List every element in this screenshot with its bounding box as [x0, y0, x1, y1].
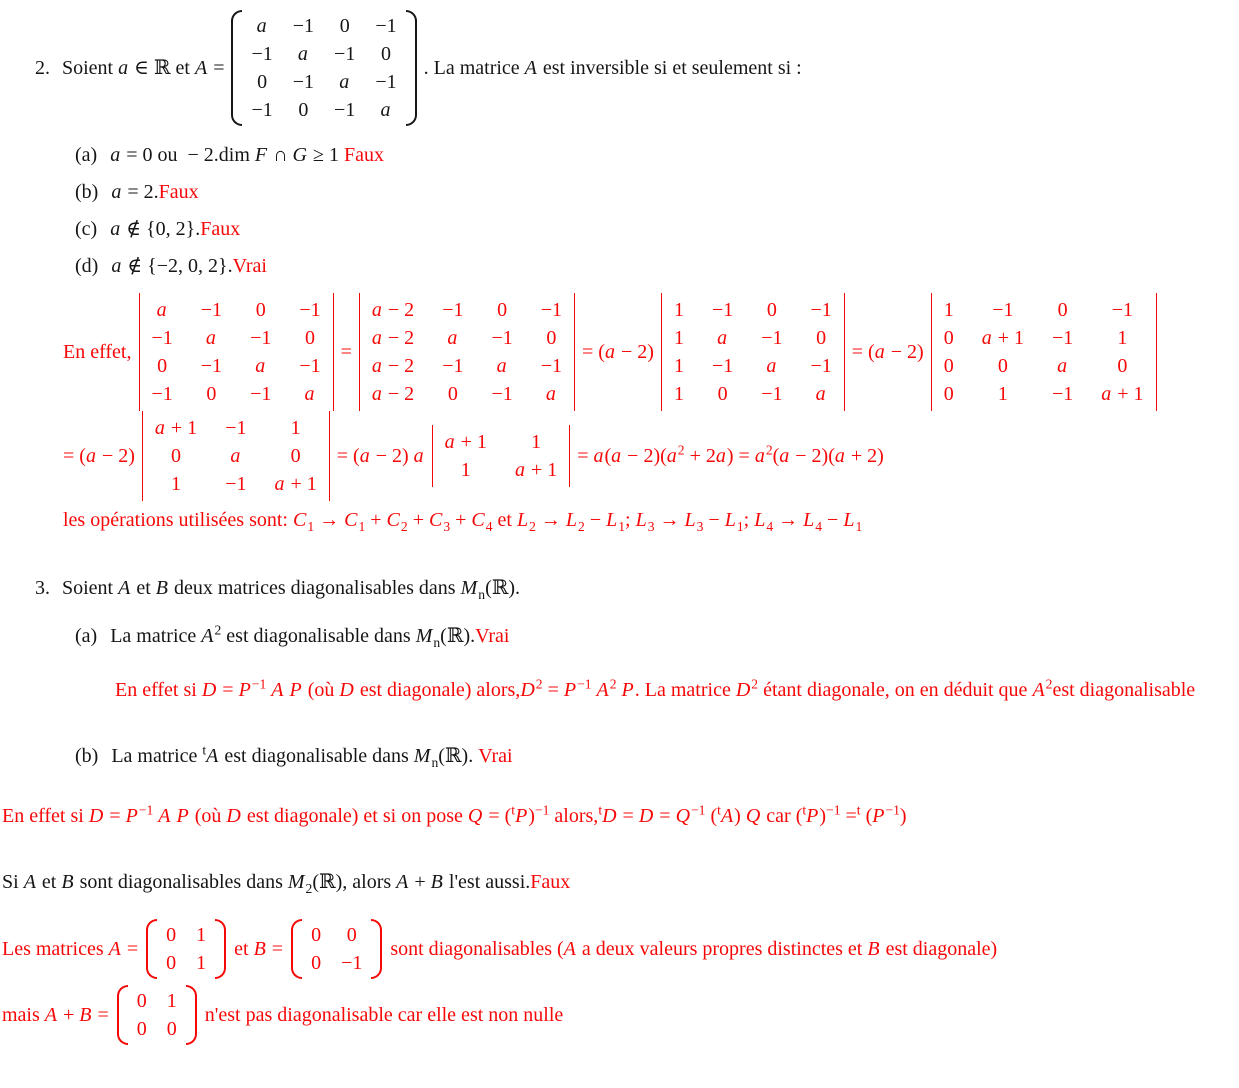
matrix-cell: −1 — [250, 327, 272, 349]
matrix-cell: a − 2 — [371, 355, 415, 377]
matrix-cell: −1 — [250, 383, 272, 405]
proof-line-1 — [63, 293, 1239, 411]
determinant-4 — [931, 293, 1157, 411]
proof-equals-4: = (a − 2) — [63, 445, 135, 467]
proof-equals-1: = — [340, 341, 352, 363]
counterexample-line-2 — [2, 985, 1239, 1045]
matrix-cell: 0 — [380, 43, 391, 65]
matrix-cell: 0 — [766, 299, 777, 321]
matrix-cell: a + 1 — [274, 473, 317, 495]
matrix-cell: a — [447, 327, 458, 349]
matrix-cell: 1 — [673, 299, 684, 321]
matrix-cell: 1 — [460, 459, 471, 481]
sum-statement — [2, 869, 1239, 895]
matrix-cell: a — [717, 327, 728, 349]
matrix-sum-example — [117, 985, 197, 1045]
option-c-text: a ∉ {0, 2}. — [110, 218, 201, 240]
matrix-cell: 1 — [673, 383, 684, 405]
counterexample-text-3: sont diagonalisables (A a deux valeurs propres distinctes et B est diagonale) — [390, 938, 998, 960]
operations-text: les opérations utilisées sont: $C_1 \to C_1 + C_2 + C_3 + C_4$ et $L_2 \to L_2 - L_1$; $L_3 \to L_3 - L_1$; $L_4 \to L_4 - L_1$ — [63, 509, 863, 534]
matrix-cell: 0 — [447, 383, 458, 405]
matrix-grid — [157, 919, 215, 979]
matrix-cell: −1 — [292, 71, 315, 93]
proof-equals-3: = (a − 2) — [851, 341, 924, 363]
matrix-cell: a — [766, 355, 777, 377]
matrix-grid — [661, 293, 845, 411]
item-a-text: La matrice $A^2$ est diagonalisable dans $M_n(ℝ)$. — [110, 622, 476, 650]
counterexample-text-2: et B = — [234, 938, 284, 960]
option-c — [75, 216, 1239, 242]
matrix-cell: a — [380, 99, 391, 121]
matrix-cell: 1 — [673, 355, 684, 377]
matrix-cell: a + 1 — [444, 431, 487, 453]
matrix-cell: 0 — [1117, 355, 1128, 377]
matrix-cell: 0 — [166, 924, 177, 946]
matrix-cell: a — [230, 445, 241, 467]
matrix-cell: 0 — [339, 15, 350, 37]
matrix-cell: 0 — [166, 1018, 177, 1040]
matrix-cell: a + 1 — [514, 459, 558, 481]
matrix-cell: −1 — [491, 327, 513, 349]
matrix-cell: 0 — [311, 924, 322, 946]
matrix-grid — [931, 293, 1157, 411]
option-a-label: (a) — [75, 144, 98, 166]
proof-equals-2: = (a − 2) — [582, 341, 654, 363]
matrix-cell: −1 — [1051, 327, 1074, 349]
matrix-cell: 1 — [943, 299, 954, 321]
matrix-cell: −1 — [711, 355, 734, 377]
matrix-cell: −1 — [200, 299, 223, 321]
question-2-statement — [35, 10, 1239, 126]
matrix-cell: 0 — [311, 952, 322, 974]
matrix-cell: a − 2 — [371, 327, 415, 349]
matrix-cell: −1 — [225, 473, 247, 495]
matrix-cell: 0 — [816, 327, 827, 349]
matrix-cell: 0 — [171, 445, 182, 467]
option-c-verdict: Faux — [200, 218, 241, 240]
matrix-cell: 0 — [298, 99, 309, 121]
matrix-cell: −1 — [992, 299, 1014, 321]
matrix-cell: −1 — [251, 99, 273, 121]
option-d — [75, 253, 1239, 279]
matrix-cell: −1 — [442, 299, 464, 321]
matrix-cell: 0 — [346, 924, 357, 946]
item-a-label: (a) — [75, 625, 98, 647]
determinant-proof — [63, 293, 1239, 533]
matrix-cell: 0 — [255, 299, 266, 321]
item-b-label: (b) — [75, 745, 99, 767]
option-b-text: a = 2. — [111, 181, 159, 203]
matrix-cell: 0 — [497, 299, 508, 321]
matrix-cell: −1 — [251, 43, 273, 65]
matrix-cell: −1 — [375, 71, 397, 93]
option-b-label: (b) — [75, 181, 99, 203]
matrix-cell: 0 — [997, 355, 1008, 377]
matrix-cell: 0 — [136, 990, 147, 1012]
matrix-cell: 1 — [997, 383, 1008, 405]
matrix-cell: −1 — [540, 355, 563, 377]
matrix-cell: a — [339, 71, 350, 93]
matrix-cell: 1 — [1117, 327, 1128, 349]
answer-options — [75, 142, 1239, 279]
option-a-text: a = 0 ou − 2.dim F ∩ G ≥ 1 — [110, 144, 344, 166]
item-a — [75, 623, 1239, 649]
matrix-cell: −1 — [292, 15, 315, 37]
proof-line-2 — [63, 411, 1239, 501]
matrix-grid — [432, 425, 571, 487]
matrix-cell: −1 — [540, 299, 563, 321]
matrix-cell: a — [156, 299, 167, 321]
matrix-cell: 0 — [717, 383, 728, 405]
determinant-5 — [142, 411, 330, 501]
matrix-cell: 0 — [206, 383, 217, 405]
matrix-cell: 0 — [166, 952, 177, 974]
matrix-grid — [142, 411, 330, 501]
matrix-cell: −1 — [1111, 299, 1134, 321]
matrix-cell: −1 — [299, 299, 321, 321]
item-a-verdict: Vrai — [475, 625, 510, 647]
matrix-cell: 1 — [166, 990, 177, 1012]
operations-note — [63, 507, 1239, 533]
matrix-cell: −1 — [151, 327, 173, 349]
question-3-statement — [35, 575, 1239, 601]
matrix-cell: 0 — [943, 327, 954, 349]
question-3 — [0, 575, 1239, 1045]
matrix-grid — [242, 10, 405, 126]
matrix-cell: −1 — [341, 952, 363, 974]
matrix-cell: −1 — [810, 355, 832, 377]
question-3-intro-text: Soient A et B deux matrices diagonalisables dans $M_n(ℝ)$. — [62, 577, 521, 602]
option-c-label: (c) — [75, 218, 98, 240]
sum-statement-verdict: Faux — [530, 871, 571, 893]
matrix-cell: 0 — [546, 327, 557, 349]
matrix-cell: 0 — [136, 1018, 147, 1040]
matrix-cell: a — [297, 43, 308, 65]
proof-lead: En effet, — [63, 341, 132, 363]
matrix-cell: −1 — [442, 355, 464, 377]
option-d-text: a ∉ {−2, 0, 2}. — [111, 255, 233, 277]
counterexample-text-1: Les matrices A = — [2, 938, 139, 960]
matrix-cell: 0 — [257, 71, 268, 93]
matrix-cell: 0 — [943, 355, 954, 377]
matrix-grid — [128, 985, 186, 1045]
option-b-verdict: Faux — [158, 181, 199, 203]
matrix-cell: −1 — [810, 299, 832, 321]
matrix-B-example — [291, 919, 382, 979]
matrix-cell: 0 — [1057, 299, 1068, 321]
matrix-cell: a — [256, 15, 267, 37]
question-2-number: 2. — [35, 57, 50, 79]
matrix-cell: −1 — [1051, 383, 1074, 405]
matrix-cell: a − 2 — [371, 383, 415, 405]
matrix-cell: −1 — [334, 43, 356, 65]
matrix-cell: −1 — [491, 383, 513, 405]
matrix-cell: −1 — [200, 355, 223, 377]
question-2 — [0, 10, 1239, 533]
question-3-number: 3. — [35, 577, 50, 599]
matrix-cell: −1 — [711, 299, 734, 321]
counterexample-text-5: n'est pas diagonalisable car elle est non nulle — [204, 1004, 564, 1026]
matrix-cell: a + 1 — [981, 327, 1024, 349]
matrix-cell: −1 — [334, 99, 356, 121]
matrix-grid — [139, 293, 334, 411]
matrix-cell: 1 — [531, 431, 542, 453]
proof-equals-5: = (a − 2) a — [336, 445, 424, 467]
determinant-6 — [432, 425, 571, 487]
matrix-cell: a — [545, 383, 556, 405]
matrix-cell: 0 — [304, 327, 315, 349]
determinant-3 — [661, 293, 845, 411]
matrix-cell: a + 1 — [154, 417, 198, 439]
matrix-grid — [359, 293, 575, 411]
matrix-cell: a − 2 — [371, 299, 415, 321]
question-2-intro-text: Soient a ∈ ℝ et A = — [62, 57, 225, 79]
item-b-verdict: Vrai — [478, 745, 513, 767]
item-b-explanation: En effet si $D = P^{-1}$ A P (où D est diagonale) et si on pose $Q = (^tP)^{-1}$ alors,$^t$D = $D = Q^{-1}$ ($^t$A) Q car $(^tP)^{-1} =^t$ $(P^{-1})$ — [2, 802, 907, 827]
matrix-cell: −1 — [299, 355, 321, 377]
item-a-explanation: En effet si $D = P^{-1}$ A P (où D est diagonale) $alors,D^2 = P^{-1}$ $A^2$ P. La matrice $D^2$ étant diagonale, on en déduit que $A^2est$ diagonalisable — [115, 676, 1196, 701]
matrix-cell: a — [815, 383, 826, 405]
final-factorization: = $a(a - 2)(a^2 + 2a) = a^2(a - 2)(a + 2)$ — [577, 442, 884, 467]
matrix-cell: a — [255, 355, 266, 377]
matrix-cell: 1 — [673, 327, 684, 349]
matrix-A-definition — [231, 10, 416, 126]
option-a — [75, 142, 1239, 168]
matrix-cell: 1 — [196, 924, 207, 946]
sum-statement-text: Si A et B sont diagonalisables dans $M_2(ℝ)$, alors A + B l'est aussi. — [2, 871, 531, 896]
counterexample-text-4: mais A + B = — [2, 1004, 109, 1026]
matrix-cell: a — [304, 383, 315, 405]
matrix-cell: 0 — [943, 383, 954, 405]
matrix-cell: −1 — [375, 15, 397, 37]
matrix-cell: 0 — [157, 355, 168, 377]
option-d-label: (d) — [75, 255, 99, 277]
matrix-cell: −1 — [151, 383, 173, 405]
option-d-verdict: Vrai — [232, 255, 267, 277]
matrix-cell: 0 — [290, 445, 301, 467]
matrix-cell: a — [1057, 355, 1068, 377]
matrix-A-example — [146, 919, 226, 979]
determinant-2 — [359, 293, 575, 411]
item-b — [75, 743, 1239, 769]
matrix-cell: a — [205, 327, 216, 349]
matrix-cell: a — [496, 355, 507, 377]
counterexample-line-1 — [2, 919, 1239, 979]
matrix-cell: 1 — [171, 473, 182, 495]
matrix-cell: −1 — [225, 417, 247, 439]
matrix-cell: −1 — [761, 327, 783, 349]
matrix-grid — [302, 919, 371, 979]
item-b-text: La matrice $^t$A est diagonalisable dans $M_n(ℝ)$. — [111, 742, 479, 770]
determinant-1 — [139, 293, 334, 411]
matrix-cell: 1 — [290, 417, 301, 439]
matrix-cell: −1 — [761, 383, 783, 405]
question-2-condition-text: . La matrice A est inversible si et seulement si : — [423, 57, 802, 79]
matrix-cell: a + 1 — [1101, 383, 1144, 405]
option-a-verdict: Faux — [343, 144, 384, 166]
matrix-cell: 1 — [196, 952, 207, 974]
option-b — [75, 179, 1239, 205]
